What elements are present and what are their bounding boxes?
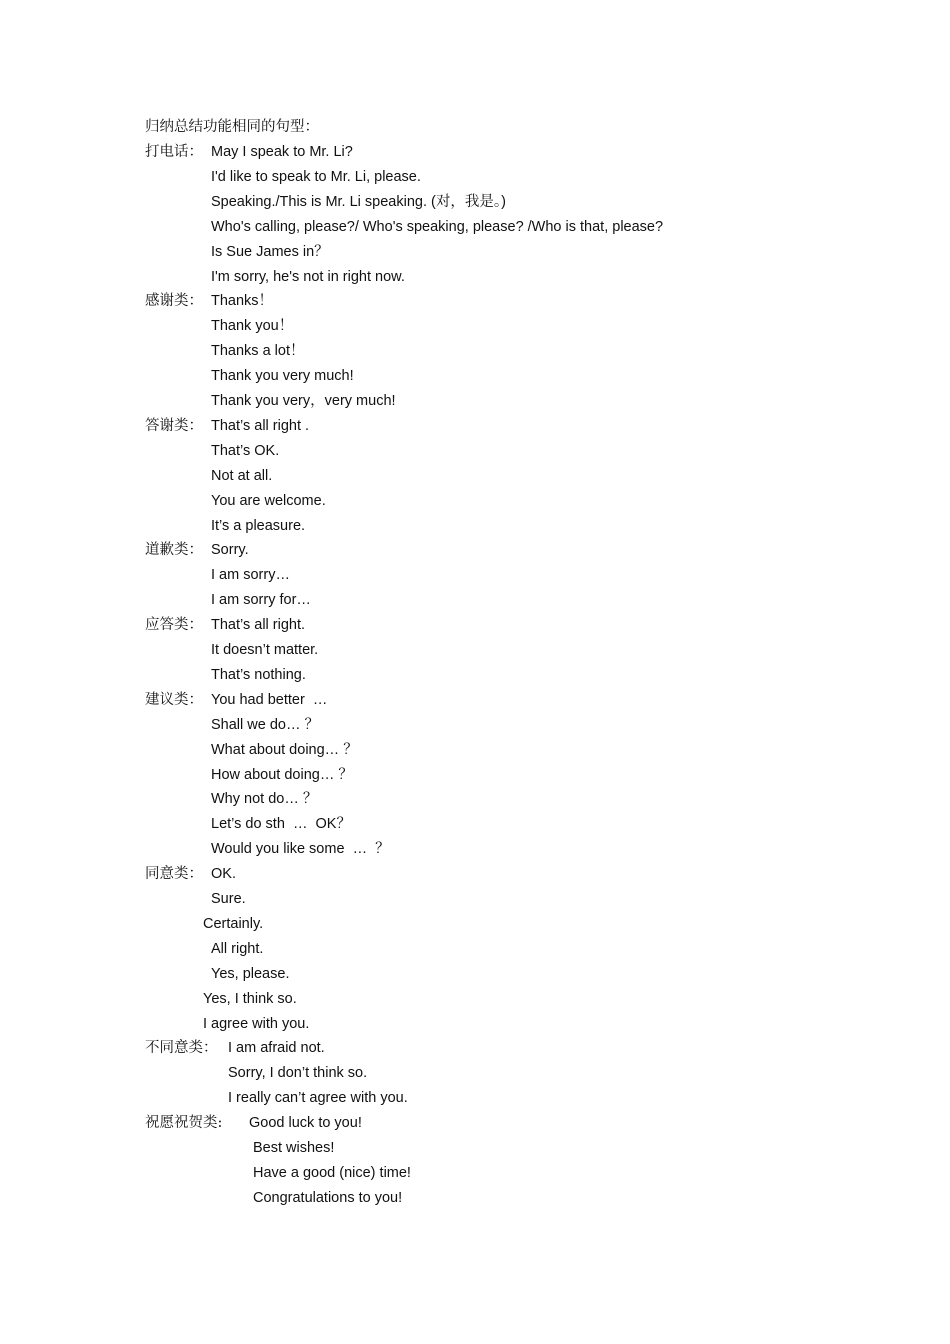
sentence-pattern: Congratulations to you!: [253, 1189, 403, 1206]
sentence-pattern: Why not do… ？: [211, 791, 318, 808]
sentence-pattern: Thank you very much!: [211, 368, 354, 385]
sentence-pattern: Sure.: [211, 891, 246, 907]
sentence-pattern: I'm sorry, he's not in right now.: [211, 268, 405, 285]
sentence-pattern: All right.: [211, 940, 264, 957]
sentence-pattern: Let’s do sth … OK？: [211, 816, 351, 833]
sentence-pattern: I am sorry for…: [211, 592, 311, 609]
section-label: 不同意类：: [145, 1040, 218, 1057]
sentence-pattern: That’s all right.: [211, 617, 306, 634]
sentence-pattern: Shall we do… ？: [211, 716, 319, 733]
document-title: [145, 115, 319, 140]
section-label: 道歉类：: [145, 542, 203, 559]
sentence-pattern: I'd like to speak to Mr. Li, please.: [211, 168, 421, 185]
section-label: 应答类：: [145, 617, 203, 634]
sentence-pattern: I am afraid not.: [228, 1040, 325, 1057]
section-label: 同意类：: [145, 866, 203, 883]
sentence-pattern: Speaking./This is Mr. Li speaking. (对，我是。): [211, 193, 506, 210]
sentence-pattern: May I speak to Mr. Li?: [211, 144, 353, 160]
sentence-pattern: Is Sue James in？: [211, 243, 329, 260]
sentence-pattern: Certainly.: [203, 915, 264, 932]
sentence-pattern: How about doing… ？: [211, 766, 353, 783]
section-label: 建议类：: [145, 691, 203, 708]
sentence-pattern: That’s all right .: [211, 417, 310, 434]
sentence-pattern: It doesn’t matter.: [211, 642, 319, 658]
sentence-pattern: Best wishes!: [253, 1140, 335, 1156]
sentence-pattern: Sorry.: [211, 542, 249, 559]
sentence-pattern: Not at all.: [211, 467, 273, 484]
sentence-pattern: What about doing… ？: [211, 741, 358, 758]
sentence-pattern: Sorry, I don’t think so.: [228, 1065, 368, 1082]
sentence-pattern: Thank you！: [211, 318, 294, 335]
sentence-pattern: You are welcome.: [211, 492, 326, 509]
sentence-pattern: Thanks a lot！: [211, 343, 305, 360]
sentence-pattern: Thank you very，very much!: [211, 393, 396, 409]
section-label: 答谢类：: [145, 417, 203, 434]
sentence-pattern: That’s nothing.: [211, 666, 306, 683]
sentence-pattern: I really can’t agree with you.: [228, 1090, 408, 1107]
sentence-pattern: It’s a pleasure.: [211, 517, 306, 534]
sentence-pattern: That’s OK.: [211, 442, 280, 459]
sentence-pattern: I am sorry…: [211, 567, 290, 584]
title-text: 归纳总结功能相同的句型：: [145, 119, 319, 135]
sentence-pattern: Have a good (nice) time!: [253, 1164, 411, 1181]
section-label: 打电话：: [145, 144, 203, 160]
sentence-pattern: Who's calling, please?/ Who's speaking, please? /Who is that, please?: [211, 218, 664, 235]
section-label: 感谢类：: [145, 293, 203, 310]
sentence-pattern: You had better …: [211, 691, 328, 708]
sentence-pattern: OK.: [211, 866, 236, 883]
sentence-pattern: Thanks！: [211, 293, 274, 310]
section-label: 祝愿祝贺类:: [145, 1115, 223, 1132]
sentence-pattern: Yes, I think so.: [203, 990, 297, 1007]
sentence-pattern: Would you like some … ？: [211, 841, 390, 858]
sentence-pattern: Good luck to you!: [249, 1115, 362, 1132]
sentence-pattern: Yes, please.: [211, 965, 290, 982]
sentence-pattern: I agree with you.: [203, 1015, 310, 1032]
